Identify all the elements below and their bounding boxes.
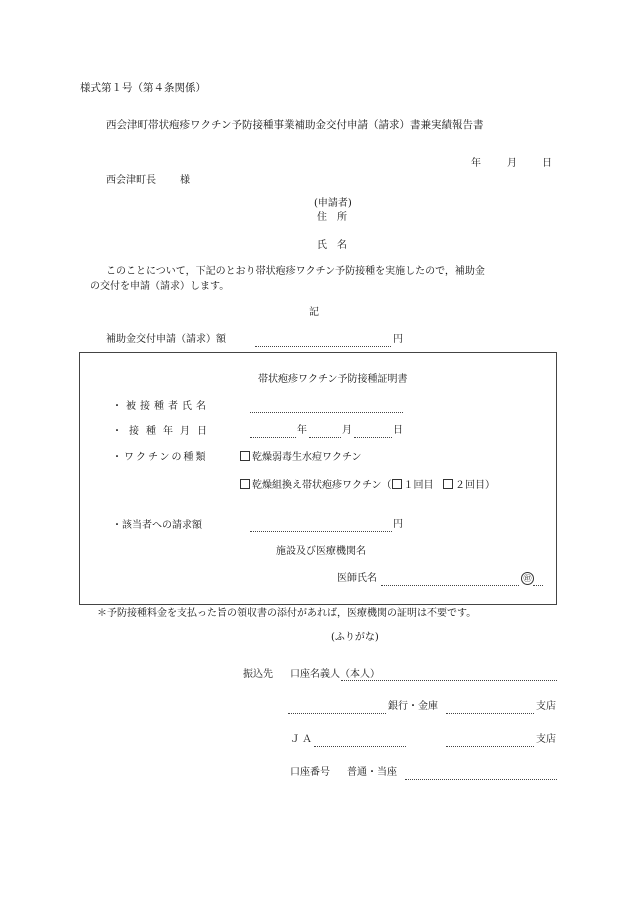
checkbox-live-vaccine[interactable] [240, 451, 250, 461]
doctor-label: 医師氏名 [337, 573, 377, 584]
vaccine-option-1-label: 乾燥弱毒生水痘ワクチン [252, 452, 362, 463]
account-holder-field[interactable] [341, 669, 557, 681]
bank-branch-field[interactable] [446, 702, 534, 714]
form-id: 様式第１号（第４条関係） [80, 82, 206, 94]
vaccination-year: 年 [297, 425, 307, 436]
account-holder-label: 口座名義人（本人） [290, 669, 380, 680]
addressee-suffix: 様 [180, 175, 190, 186]
facility-label: 施設及び医療機関名 [276, 546, 366, 557]
claim-label: ・該当者への請求額 [112, 520, 202, 531]
vaccine-option-2[interactable] [240, 479, 495, 493]
vaccination-year-field[interactable] [250, 426, 296, 438]
ja-name-field[interactable] [314, 735, 406, 747]
amount-unit: 円 [393, 334, 403, 345]
amount-label: 補助金交付申請（請求）額 [106, 334, 226, 345]
applicant-header: (申請者) [314, 198, 352, 209]
claim-unit: 円 [393, 519, 403, 530]
ja-label: ＪＡ [290, 734, 314, 745]
doctor-field-end [533, 574, 543, 586]
checkbox-dose-2[interactable] [443, 479, 453, 489]
doctor-field[interactable] [381, 574, 519, 586]
applicant-address-label: 住 所 [317, 212, 347, 223]
date-year: 年 [471, 158, 481, 169]
dose-2-label: ２回目） [455, 480, 496, 491]
vaccine-option-1[interactable] [240, 451, 362, 465]
addressee-name: 西会津町長 [106, 175, 156, 186]
amount-field[interactable] [255, 335, 391, 347]
furigana-label: (ふりがな) [331, 632, 379, 643]
dose-1-label: １回目 [403, 480, 434, 491]
checkbox-dose-1[interactable] [392, 479, 402, 489]
ki-heading: 記 [309, 307, 319, 318]
vaccine-type-label: ・ワクチンの種類 [112, 452, 208, 463]
date-month: 月 [507, 158, 517, 169]
vaccination-month-field[interactable] [309, 426, 341, 438]
document-title: 西会津町帯状疱疹ワクチン予防接種事業補助金交付申請（請求）書兼実績報告書 [106, 119, 484, 131]
person-label: ・被接種者氏名 [112, 401, 210, 412]
vaccine-option-2-label: 乾燥組換え帯状疱疹ワクチン（ [252, 480, 392, 491]
checkbox-recombinant-vaccine[interactable] [240, 479, 250, 489]
body-text-line2: の交付を申請（請求）します。 [90, 281, 230, 292]
date-day: 日 [542, 158, 552, 169]
certificate-title: 帯状疱疹ワクチン予防接種証明書 [258, 374, 408, 385]
seal-icon: ㊞ [521, 572, 534, 585]
vaccination-day: 日 [393, 425, 403, 436]
person-field[interactable] [250, 401, 403, 413]
account-number-field[interactable] [405, 768, 557, 780]
applicant-name-label: 氏 名 [317, 240, 347, 251]
ja-branch-suffix: 支店 [536, 734, 556, 745]
vaccination-month: 月 [342, 425, 352, 436]
vaccination-date-label: ・接種年月日 [112, 426, 214, 437]
ja-branch-field[interactable] [446, 735, 534, 747]
receipt-note: ＊予防接種料金を支払った旨の領収書の添付があれば，医療機関の証明は不要です。 [97, 608, 477, 619]
claim-field[interactable] [250, 520, 392, 532]
body-text-line1: このことについて，下記のとおり帯状疱疹ワクチン予防接種を実施したので，補助金 [106, 266, 485, 277]
bank-branch-suffix: 支店 [536, 701, 556, 712]
vaccination-day-field[interactable] [354, 426, 392, 438]
bank-name-field[interactable] [288, 702, 386, 714]
account-number-label: 口座番号 [290, 767, 330, 778]
transfer-label: 振込先 [243, 669, 273, 680]
account-type: 普通・当座 [347, 767, 397, 778]
bank-suffix: 銀行・金庫 [388, 701, 438, 712]
